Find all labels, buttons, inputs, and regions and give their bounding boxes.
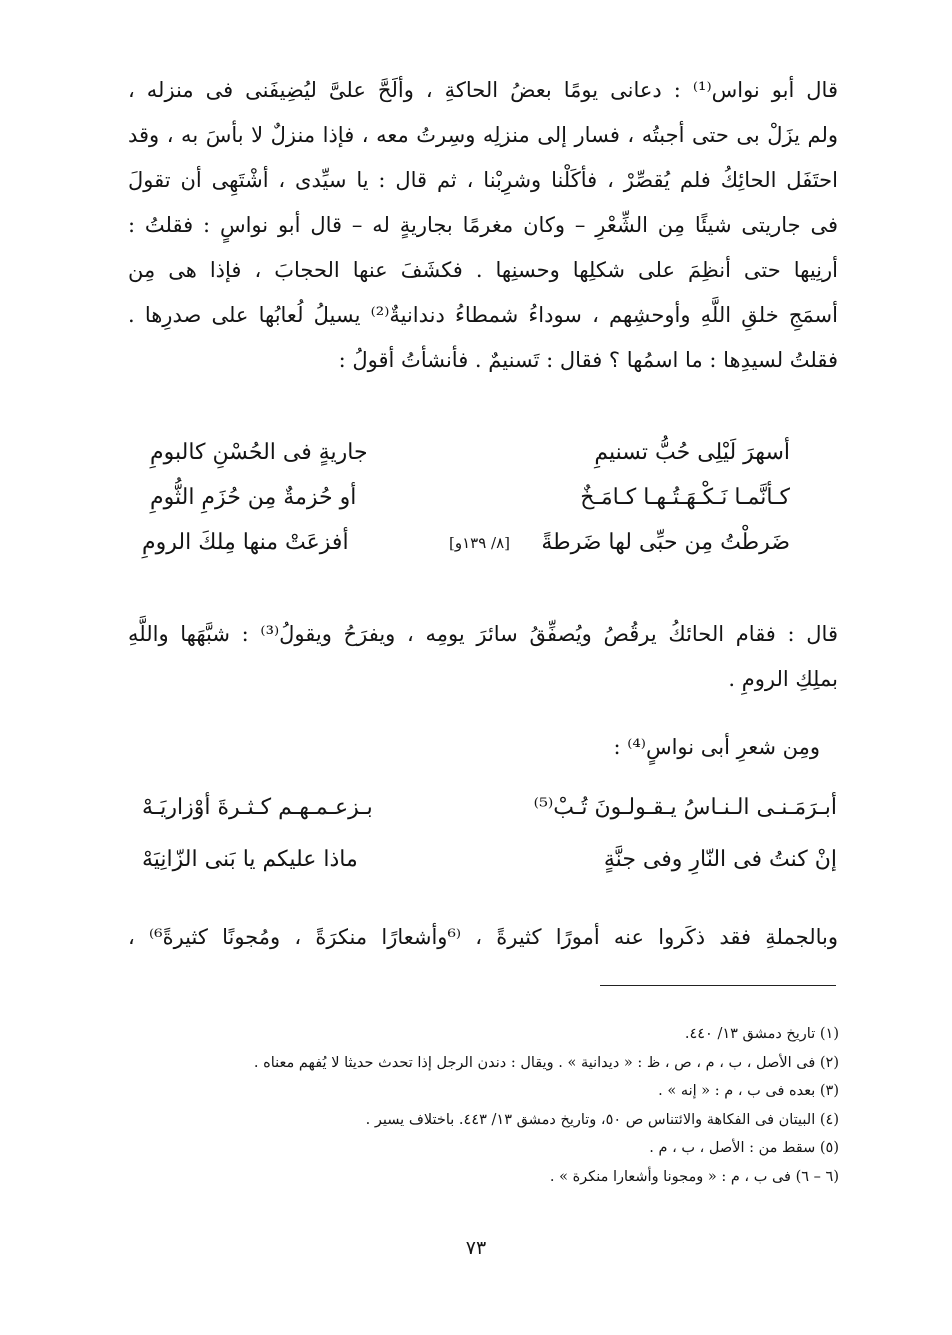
verse-second-hemistich: أفزعَتْ منها مِلكَ الرومِ	[142, 530, 349, 555]
paragraph-3	[128, 915, 838, 960]
verse-first-hemistich: أسهرَ لَيْلِى حُبُّ تسنيمِ	[594, 440, 790, 465]
text-line: وبالجملةِ فقد ذكَروا عنه أمورًا كثيرةً ، ⁽⁶وأشعارًا منكرَةً ، ومُجونًا كثيرةً⁶⁾ ،	[128, 925, 838, 949]
verse	[142, 795, 837, 847]
verse-text: ضَرطْتُ مِن حبِّى لها ضَرطةً	[541, 530, 790, 555]
text-line: قال : فقام الحائكُ يرقُصُ ويُصفِّقُ سائرَ يومِه ، ويفرَحُ ويقولُ⁽³⁾ : شبَّهَها واللَّهِ	[128, 622, 838, 646]
footnote: (٦ – ٦) فى ب ، م : « ومجونا وأشعارا منكرة » .	[549, 1168, 839, 1185]
footnote: (٤) البيتان فى الفكاهة والائتناس ص ٥٠، وتاريخ دمشق ١٣/ ٤٤٣. باختلاف يسير .	[365, 1111, 839, 1128]
verse	[142, 847, 837, 892]
footnote: (١) تاريخ دمشق ١٣/ ٤٤٠.	[684, 1026, 839, 1042]
verse-first-hemistich	[541, 530, 790, 555]
verse-first-hemistich: أبـرَمَـنـى الـنـاسُ يـقـولـونَ تُـبْ⁽⁵⁾	[533, 795, 837, 820]
text-line: أرنِيها حتى أنظِمَ على شكلِها وحسنِها . فكشَفَ عنها الحجابَ ، فإذا هى مِن	[128, 258, 838, 282]
verse-second-hemistich: بـزعـمـهـم كـثـرةَ أوْزاريَـهْ	[142, 795, 373, 820]
footnote: (٢) فى الأصل ، ب ، م ، ص ، ظ : « ديدانية » . ويقال : دندن الرجل إذا تحدث حديثا لا يُفهم معناه .	[253, 1054, 839, 1071]
text-line: أسمَجِ خلقِ اللَّهِ وأوحشِهم ، سوداءُ شمطاءُ دندانيةٌ⁽²⁾ يسيلُ لُعابُها على صدرِها .	[128, 303, 838, 327]
verse	[142, 530, 790, 575]
verse-second-hemistich: جاريةٍ فى الحُسْنِ كالبومِ	[150, 440, 368, 465]
text-line: فى جاريتى شيئًا مِن الشِّعْرِ – وكان مغرمًا بجاريةٍ له – قال أبو نواسٍ : فقلتُ :	[128, 213, 838, 237]
footnotes	[119, 1020, 839, 1191]
text-line: فقلتُ لسيدِها : ما اسمُها ؟ فقال : تَسنيمٌ . فأنشأتُ أقولُ :	[338, 348, 838, 372]
footnote: (٣) بعده فى ب ، م : « إنه » .	[658, 1083, 839, 1099]
verse-first-hemistich: كـأنَّمـا نَـكْـهَـتُـهـا كـامَـخٌ	[580, 485, 790, 510]
paragraph-2	[128, 612, 838, 702]
text-line: ولم يزَلْ بى حتى أجبتُه ، فسار إلى منزلِه وسِرتُ معه ، فإذا منزلٌ لا بأسَ به ، وقد	[128, 123, 838, 147]
text-line: ومِن شعرِ أبى نواسٍ⁽⁴⁾ :	[613, 735, 820, 759]
verse-first-hemistich: إنْ كنتُ فى النّارِ وفى جنَّةٍ	[603, 847, 837, 872]
footnote: (٥) سقط من : الأصل ، ب ، م .	[649, 1140, 839, 1156]
text-line: قال أبو نواس⁽¹⁾ : دعانى يومًا بعضُ الحاكةِ ، وألَحَّ علىَّ ليُضِيفَنى فى منزله ،	[128, 78, 838, 102]
poem-1	[142, 440, 790, 575]
text-line: بملِكِ الرومِ .	[728, 667, 838, 691]
poem-intro	[128, 725, 838, 770]
text-line: احتَفَل الحائِكُ فلم يُقصِّرْ ، فأكَلْنا وشرِبْنا ، ثم قال : يا سيِّدى ، أشْتَهِى أن تقولَ	[128, 168, 838, 192]
manuscript-folio-marker: [٨/ ١٣٩و]	[448, 534, 510, 552]
footnote-separator	[600, 985, 836, 986]
verse	[150, 440, 790, 485]
verse	[150, 485, 790, 530]
paragraph-1	[128, 68, 838, 383]
poem-2	[142, 795, 837, 892]
verse-second-hemistich: أو حُزمةٌ مِن حُزَمِ الثُّومِ	[150, 485, 357, 510]
page-number: ٧٣	[465, 1237, 487, 1259]
verse-second-hemistich: ماذا عليكم يا بَنى الزّانِيَهْ	[142, 847, 358, 872]
